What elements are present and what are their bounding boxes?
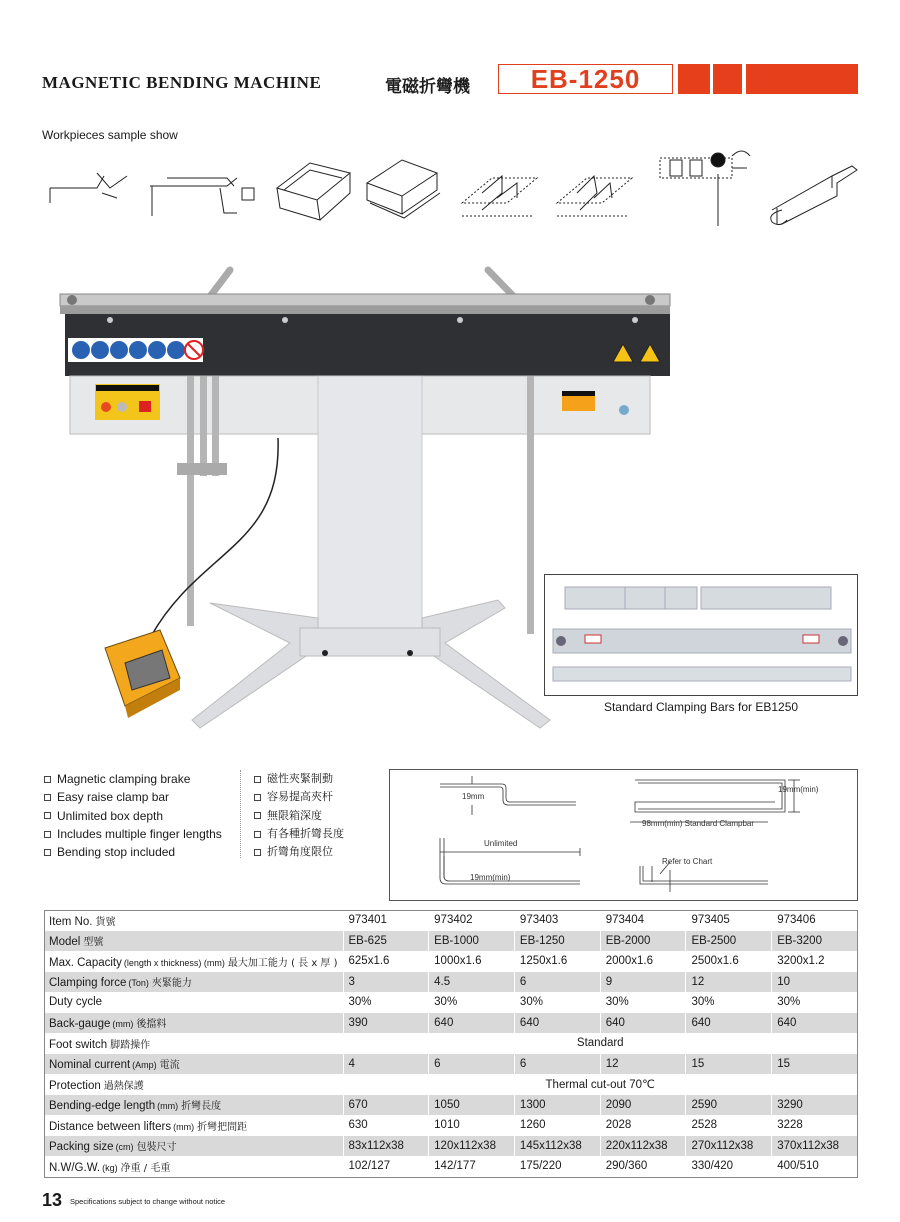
spec-value: 973401 — [343, 910, 429, 931]
spec-value: 4.5 — [429, 972, 515, 993]
spec-label-cell — [44, 931, 343, 952]
spec-value: 2000x1.6 — [600, 951, 686, 972]
spec-value: 670 — [343, 1095, 429, 1116]
spec-value: 1050 — [429, 1095, 515, 1116]
red-block-3 — [746, 64, 858, 94]
spec-value: 30% — [772, 992, 858, 1013]
spec-label: Protection — [49, 1079, 101, 1092]
no-pacemaker-icon — [91, 341, 109, 359]
spec-value: EB-1000 — [429, 931, 515, 952]
checkbox-icon — [44, 794, 51, 801]
spec-label-cell — [44, 1074, 343, 1095]
spec-value: 1000x1.6 — [429, 951, 515, 972]
spec-value: 2590 — [686, 1095, 772, 1116]
feature-item: Magnetic clamping brake — [44, 770, 222, 788]
spec-value: 625x1.6 — [343, 951, 429, 972]
feature-item: Bending stop included — [44, 843, 222, 861]
feature-item: Includes multiple finger lengths — [44, 825, 222, 843]
dim-label-unlimited: Unlimited — [484, 839, 518, 848]
model-number: EB-1250 — [530, 63, 641, 94]
spec-label-chinese: 最大加工能力 ( 長 x 厚 ) — [227, 957, 338, 969]
spec-value: 30% — [514, 992, 600, 1013]
checkbox-icon — [254, 776, 261, 783]
spec-value: 290/360 — [600, 1156, 686, 1177]
spec-label-cell — [44, 951, 343, 972]
checkbox-icon — [254, 794, 261, 801]
spec-value: 400/510 — [772, 1156, 858, 1177]
spec-value-span: Thermal cut-out 70℃ — [343, 1074, 857, 1095]
feature-item: 折彎角度限位 — [254, 843, 344, 861]
checkbox-icon — [254, 849, 261, 856]
spec-value: 220x112x38 — [600, 1136, 686, 1157]
specification-table — [44, 910, 858, 1177]
checkbox-icon — [254, 812, 261, 819]
workpiece-sketch-2 — [150, 178, 254, 216]
spec-value: 973402 — [429, 910, 515, 931]
spec-unit: (mm) — [157, 1101, 179, 1112]
spec-label-cell — [44, 1115, 343, 1136]
spec-label-cell — [44, 1033, 343, 1054]
dimension-diagram — [389, 769, 858, 901]
table-row — [44, 931, 858, 952]
ear-protection-icon — [148, 341, 166, 359]
workpiece-sketch-4 — [367, 160, 440, 218]
feature-item: 容易提高夾杆 — [254, 788, 344, 806]
spec-label-cell — [44, 1013, 343, 1034]
clamping-bars-inset — [544, 574, 858, 696]
workpiece-sketch-5 — [462, 176, 537, 216]
features-chinese — [254, 770, 344, 861]
dim-label-refer-chart: Refer to Chart — [662, 857, 713, 866]
workpiece-sketch-1 — [50, 173, 127, 203]
spec-value: 330/420 — [686, 1156, 772, 1177]
spec-value: 15 — [686, 1054, 772, 1075]
spec-label-chinese: 電流 — [159, 1060, 180, 1072]
spec-label: Foot switch — [49, 1038, 108, 1051]
spec-label-chinese: 貨號 — [95, 916, 116, 928]
spec-value: 145x112x38 — [514, 1136, 600, 1157]
spec-value: 12 — [686, 972, 772, 993]
dim-label-standard-clampbar: 98mm(min) Standard Clampbar — [642, 819, 755, 828]
dim-label-19mm-min: 19mm(min) — [470, 873, 511, 882]
spec-label: Bending-edge length — [49, 1100, 156, 1113]
spec-value: 2028 — [600, 1115, 686, 1136]
table-row — [44, 1013, 858, 1034]
spec-value: 640 — [772, 1013, 858, 1034]
spec-value: 3290 — [772, 1095, 858, 1116]
spec-value: 2528 — [686, 1115, 772, 1136]
feature-item: 無限箱深度 — [254, 807, 344, 825]
spec-value: 142/177 — [429, 1156, 515, 1177]
spec-value: 640 — [600, 1013, 686, 1034]
spec-value: 640 — [429, 1013, 515, 1034]
foot-switch — [105, 630, 180, 718]
spec-value: 640 — [686, 1013, 772, 1034]
glove-icon — [110, 341, 128, 359]
spec-label-chinese: 折彎把間距 — [197, 1121, 248, 1133]
spec-label-chinese: 型號 — [83, 937, 104, 949]
spec-label-chinese: 折彎長度 — [181, 1101, 222, 1113]
spec-value: 30% — [600, 992, 686, 1013]
table-row — [44, 910, 858, 931]
checkbox-icon — [44, 849, 51, 856]
spec-label: N.W/G.W. — [49, 1161, 101, 1174]
feature-item: Unlimited box depth — [44, 807, 222, 825]
feature-item: 有各種折彎長度 — [254, 825, 344, 843]
spec-label-chinese: 包裝尺寸 — [136, 1142, 177, 1154]
table-row — [44, 951, 858, 972]
spec-label-cell — [44, 992, 343, 1013]
spec-value: 30% — [343, 992, 429, 1013]
clamping-bars-caption: Standard Clamping Bars for EB1250 — [603, 700, 799, 714]
spec-label-chinese: 後擋料 — [136, 1019, 167, 1031]
red-block-1 — [678, 64, 710, 94]
table-row — [44, 1115, 858, 1136]
spec-value: 6 — [514, 972, 600, 993]
table-row — [44, 1054, 858, 1075]
spec-unit: (mm) — [112, 1019, 134, 1030]
hand-warning-icon — [167, 341, 185, 359]
spec-value: 3 — [343, 972, 429, 993]
magnet-icon — [72, 341, 90, 359]
spec-value: 9 — [600, 972, 686, 993]
spec-value: 120x112x38 — [429, 1136, 515, 1157]
table-row — [44, 1033, 858, 1054]
title-english: MAGNETIC BENDING MACHINE — [42, 73, 322, 92]
checkbox-icon — [44, 812, 51, 819]
spec-label-cell — [44, 1095, 343, 1116]
spec-label: Duty cycle — [49, 996, 103, 1009]
spec-value: 1260 — [514, 1115, 600, 1136]
spec-value: 6 — [514, 1054, 600, 1075]
spec-value: EB-1250 — [514, 931, 600, 952]
dim-label-19mm: 19mm — [462, 792, 485, 801]
protective-suit-icon — [129, 341, 147, 359]
workpiece-sketches — [42, 148, 862, 238]
spec-label-chinese: 夾緊能力 — [151, 978, 192, 990]
spec-value: 2500x1.6 — [686, 951, 772, 972]
spec-label: Distance between lifters — [49, 1120, 172, 1133]
workpiece-sketch-7 — [660, 151, 750, 226]
spec-value: 175/220 — [514, 1156, 600, 1177]
spec-value: 6 — [429, 1054, 515, 1075]
spec-label: Packing size — [49, 1141, 114, 1154]
spec-value: 640 — [514, 1013, 600, 1034]
spec-label-cell — [44, 1054, 343, 1075]
safety-icon-strip — [68, 338, 203, 362]
spec-value: 1300 — [514, 1095, 600, 1116]
control-panel — [95, 384, 160, 420]
spec-label-cell — [44, 972, 343, 993]
spec-value: 390 — [343, 1013, 429, 1034]
spec-unit: (kg) — [102, 1162, 118, 1173]
spec-unit: (mm) — [173, 1121, 195, 1132]
spec-value-span: Standard — [343, 1033, 857, 1054]
workpieces-label: Workpieces sample show — [42, 128, 178, 142]
spec-value: 102/127 — [343, 1156, 429, 1177]
spec-label: Max. Capacity — [49, 956, 122, 969]
spec-label-cell — [44, 1156, 343, 1177]
spec-value: 1250x1.6 — [514, 951, 600, 972]
spec-unit: (cm) — [115, 1142, 134, 1153]
workpiece-sketch-3 — [277, 163, 350, 220]
spec-unit: (Amp) — [132, 1060, 157, 1071]
spec-value: 2090 — [600, 1095, 686, 1116]
model-badge — [498, 64, 673, 94]
table-row — [44, 1095, 858, 1116]
spec-label: Back-gauge — [49, 1018, 111, 1031]
spec-value: EB-2500 — [686, 931, 772, 952]
dim-label-19mm-min-right: 19mm(min) — [778, 785, 819, 794]
title-chinese: 電磁折彎機 — [385, 77, 470, 97]
spec-label: Item No. — [49, 915, 93, 928]
workpiece-sketch-6 — [557, 176, 632, 216]
spec-unit: (length x thickness) (mm) — [123, 957, 225, 968]
spec-value: EB-2000 — [600, 931, 686, 952]
features-english — [44, 770, 222, 861]
spec-value: 973406 — [772, 910, 858, 931]
page-number: 13 — [42, 1190, 63, 1210]
spec-value: EB-3200 — [772, 931, 858, 952]
spec-label: Clamping force — [49, 977, 127, 990]
spec-label-chinese: 净重 / 毛重 — [120, 1162, 171, 1174]
spec-value: 30% — [686, 992, 772, 1013]
features-divider — [240, 770, 241, 858]
spec-value: 10 — [772, 972, 858, 993]
spec-value: 83x112x38 — [343, 1136, 429, 1157]
spec-value: EB-625 — [343, 931, 429, 952]
spec-label: Model — [49, 936, 81, 949]
spec-label-cell — [44, 910, 343, 931]
spec-value: 3228 — [772, 1115, 858, 1136]
spec-value: 3200x1.2 — [772, 951, 858, 972]
footer-note: Specifications subject to change without notice — [70, 1197, 226, 1206]
table-row — [44, 972, 858, 993]
spec-value: 15 — [772, 1054, 858, 1075]
spec-value: 630 — [343, 1115, 429, 1136]
spec-value: 1010 — [429, 1115, 515, 1136]
table-row — [44, 1156, 858, 1177]
checkbox-icon — [44, 776, 51, 783]
table-row — [44, 1074, 858, 1095]
spec-value: 4 — [343, 1054, 429, 1075]
spec-label-chinese: 過熱保護 — [103, 1080, 144, 1092]
spec-value: 370x112x38 — [772, 1136, 858, 1157]
red-block-2 — [713, 64, 742, 94]
spec-value: 973405 — [686, 910, 772, 931]
spec-unit: (Ton) — [128, 978, 149, 989]
spec-label: Nominal current — [49, 1059, 131, 1072]
spec-label-cell — [44, 1136, 343, 1157]
checkbox-icon — [254, 831, 261, 838]
workpiece-sketch-8 — [771, 166, 857, 225]
table-row — [44, 992, 858, 1013]
spec-value: 270x112x38 — [686, 1136, 772, 1157]
spec-value: 973404 — [600, 910, 686, 931]
spec-label-chinese: 脚踏操作 — [110, 1039, 151, 1051]
checkbox-icon — [44, 831, 51, 838]
spec-value: 12 — [600, 1054, 686, 1075]
spec-value: 30% — [429, 992, 515, 1013]
feature-item: 磁性夾緊制動 — [254, 770, 344, 788]
spec-value: 973403 — [514, 910, 600, 931]
table-row — [44, 1136, 858, 1157]
feature-item: Easy raise clamp bar — [44, 788, 222, 806]
